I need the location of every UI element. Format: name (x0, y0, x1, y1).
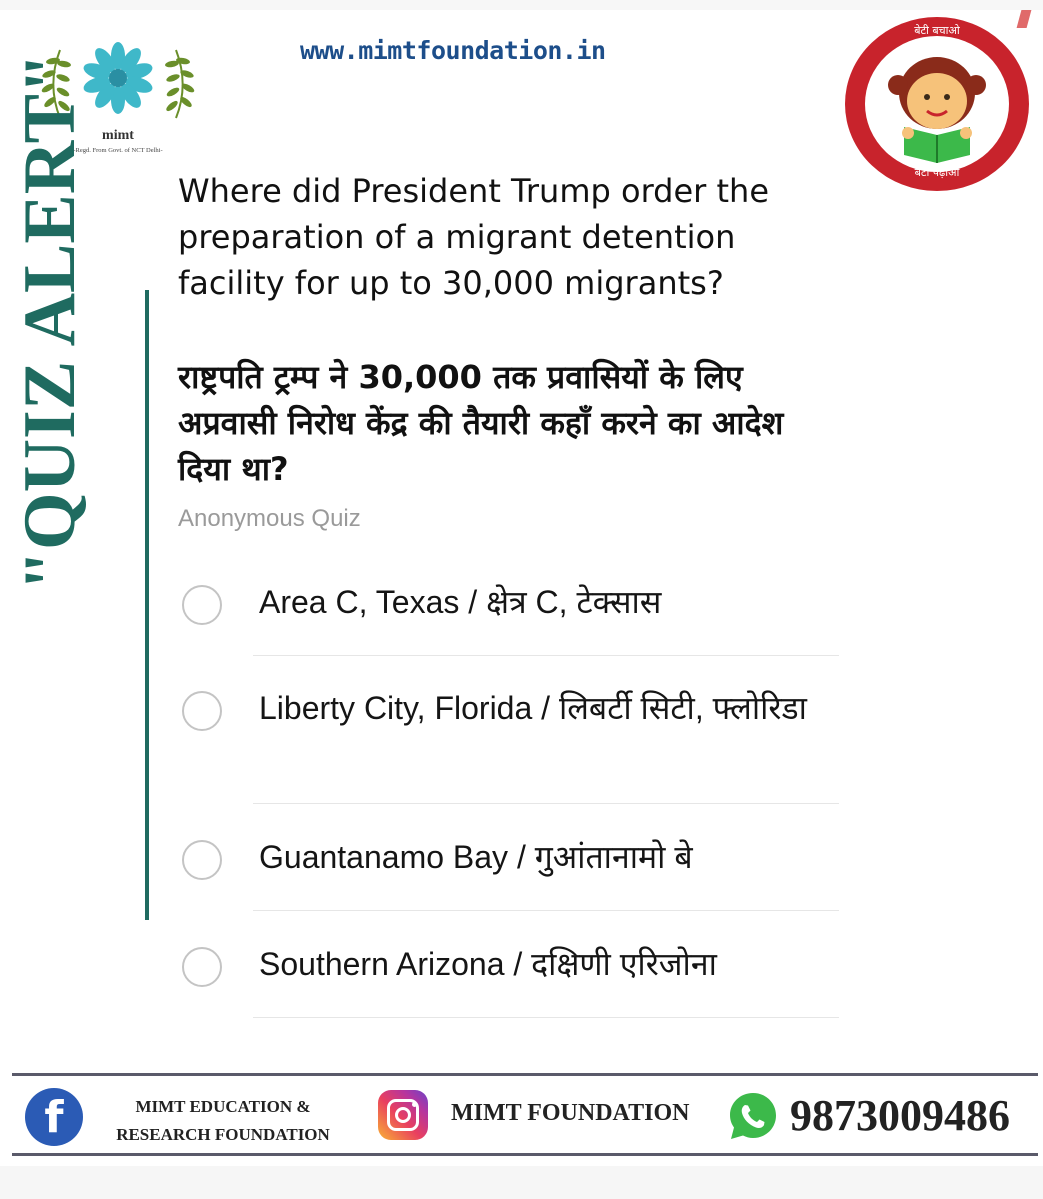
option-divider (253, 655, 839, 656)
top-strip (0, 0, 1043, 10)
whatsapp-icon[interactable] (727, 1090, 779, 1142)
badge-bottom-text: बेटी पढ़ाओ (914, 166, 960, 179)
poll-option-label: Guantanamo Bay / गुआंतानामो बे (259, 839, 693, 875)
radio-button[interactable] (182, 691, 222, 731)
option-divider (253, 803, 839, 804)
quiz-alert-banner: "QUIZ ALERT" (9, 52, 91, 592)
poll-option-label: Southern Arizona / दक्षिणी एरिजोना (259, 946, 717, 982)
radio-button[interactable] (182, 585, 222, 625)
website-link[interactable]: www.mimtfoundation.in (300, 36, 606, 65)
poll-option-label: Liberty City, Florida / लिबर्टी सिटी, फ्लोरिडा (259, 690, 807, 726)
phone-number[interactable]: 9873009486 (790, 1091, 1010, 1140)
instagram-dot (412, 1102, 417, 1107)
side-banner-rule (145, 290, 149, 920)
logo-name: mimt (102, 128, 134, 143)
poll-question-english: Where did President Trump order the preparation of a migrant detention facility for up to 30,000 migrants? (178, 172, 769, 302)
footer-bottom-rule (12, 1153, 1038, 1156)
radio-button[interactable] (182, 840, 222, 880)
beti-bachao-badge (842, 15, 1032, 193)
instagram-lens (395, 1107, 411, 1123)
facebook-page-name[interactable] (98, 1093, 348, 1149)
bottom-strip (0, 1166, 1043, 1199)
facebook-name-line1: MIMT EDUCATION & (135, 1097, 311, 1116)
footer-top-rule (12, 1073, 1038, 1076)
poll-option-label: Area C, Texas / क्षेत्र C, टेक्सास (259, 584, 662, 620)
instagram-account-name[interactable]: MIMT FOUNDATION (451, 1100, 690, 1126)
quiz-type-label: Anonymous Quiz (178, 505, 361, 532)
instagram-icon[interactable] (378, 1090, 428, 1140)
facebook-letter: f (44, 1092, 64, 1143)
poll-question-hindi: राष्ट्रपति ट्रम्प ने 30,000 तक प्रवासियों के लिए अप्रवासी निरोध केंद्र की तैयारी कहाँ करने का आदेश दिया था? (178, 358, 784, 488)
option-divider (253, 1017, 839, 1018)
logo-subtitle: -Regd. From Govt. of NCT Delhi- (73, 147, 163, 154)
option-divider (253, 910, 839, 911)
facebook-icon[interactable] (25, 1088, 83, 1146)
badge-top-text: बेटी बचाओ (914, 24, 960, 37)
facebook-name-line2: RESEARCH FOUNDATION (116, 1125, 330, 1144)
radio-button[interactable] (182, 947, 222, 987)
